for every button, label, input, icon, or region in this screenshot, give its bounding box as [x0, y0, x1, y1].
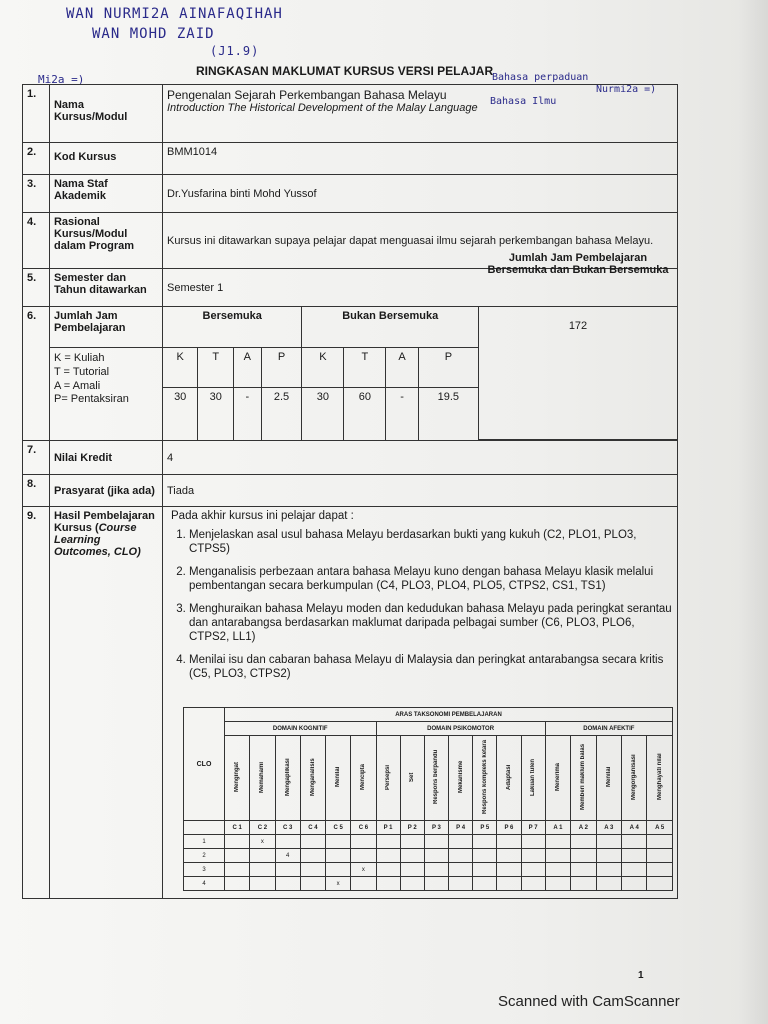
- row-clo: [23, 507, 678, 899]
- tax-mark-cell: [351, 877, 376, 891]
- row-label: Nilai Kredit: [49, 441, 162, 475]
- handwritten-class-code: (J1.9): [210, 44, 260, 58]
- tax-mark-cell: [596, 835, 621, 849]
- clo-label-part1: Hasil Pembelajaran Kursus (: [53, 510, 155, 534]
- tax-level-label: Menilai: [605, 767, 612, 788]
- tax-level-cell: [225, 736, 250, 821]
- tax-mark-cell: [449, 835, 473, 849]
- tax-mark-cell: [521, 849, 545, 863]
- legend-tutorial: T = Tutorial: [53, 365, 110, 378]
- tax-mark-cell: [424, 849, 448, 863]
- tax-level-cell: [424, 736, 448, 821]
- tax-mark-cell: [545, 877, 570, 891]
- row-value: [163, 85, 678, 143]
- tax-mark-cell: [497, 863, 521, 877]
- tax-level-label: Menerima: [554, 763, 561, 792]
- row-credit: [23, 441, 678, 475]
- tax-clo-number: 4: [184, 877, 225, 891]
- row-number: 7.: [23, 441, 50, 475]
- tax-code-cell: C 1: [225, 821, 250, 835]
- tax-code-cell: P 2: [400, 821, 424, 835]
- clo-item: 3. Menghuraikan bahasa Melayu moden dan kedudukan bahasa Melayu pada peringkat serantau dan antarabangsa berdasarkan maklumat daripada pelbagai sumber (C6, PLO3, PLO6, CTPS2, LL1): [189, 602, 673, 645]
- hours-value-cell: 30: [163, 388, 198, 440]
- tax-mark-cell: [275, 835, 300, 849]
- tax-mark-cell: [376, 877, 400, 891]
- clo-item: 1. Menjelaskan asal usul bahasa Melayu berdasarkan bukti yang kukuh (C2, PLO1, PLO3, CTPS5): [189, 528, 673, 557]
- tax-level-label: Menganalisis: [309, 758, 316, 797]
- clo-item: 4. Menilai isu dan cabaran bahasa Melayu di Malaysia dan peringkat antarabangsa secara kritis (C5, PLO3, CTPS2): [189, 653, 673, 682]
- tax-mark-cell: [521, 835, 545, 849]
- domain-psikomotor: DOMAIN PSIKOMOTOR: [376, 722, 545, 736]
- tax-mark-cell: [225, 877, 250, 891]
- tax-clo-row: [184, 835, 673, 849]
- tax-mark-cell: [647, 849, 673, 863]
- legend-pentaksiran: P= Pentaksiran: [53, 393, 129, 406]
- row-value: Semester 1: [163, 269, 678, 307]
- tax-level-label: Memahami: [259, 761, 266, 793]
- tax-mark-cell: x: [250, 835, 275, 849]
- tax-mark-cell: [300, 863, 325, 877]
- row-number: 2.: [23, 143, 50, 175]
- tax-level-cell: [545, 736, 570, 821]
- tax-mark-cell: [225, 863, 250, 877]
- tax-mark-cell: [275, 863, 300, 877]
- tax-code-cell: C 5: [326, 821, 351, 835]
- hours-value-cell: -: [234, 388, 261, 440]
- tax-mark-cell: [622, 877, 647, 891]
- scan-shadow-edge: [738, 0, 768, 1024]
- tax-clo-row: [184, 877, 673, 891]
- handwritten-note-name: Nurmi2a =): [596, 84, 657, 95]
- clo-intro: Pada akhir kursus ini pelajar dapat :: [171, 510, 354, 522]
- tax-code-cell: P 5: [473, 821, 497, 835]
- tax-level-cell: [473, 736, 497, 821]
- tax-mark-cell: [326, 849, 351, 863]
- tax-clo-number: 1: [184, 835, 225, 849]
- row-course-code: [23, 143, 678, 175]
- tax-mark-cell: [424, 835, 448, 849]
- letter-cell: A: [386, 348, 418, 388]
- row-academic-staff: [23, 175, 678, 213]
- tax-mark-cell: [647, 835, 673, 849]
- tax-mark-cell: [545, 835, 570, 849]
- tax-mark-cell: [497, 877, 521, 891]
- letter-cell: P: [261, 348, 302, 388]
- tax-mark-cell: [225, 849, 250, 863]
- hours-value-cell: 30: [302, 388, 344, 440]
- legend-kuliah: K = Kuliah: [53, 352, 105, 364]
- tax-mark-cell: [400, 863, 424, 877]
- tax-code-cell: P 6: [497, 821, 521, 835]
- handwritten-note-left: Mi2a =): [38, 73, 85, 86]
- document-title: RINGKASAN MAKLUMAT KURSUS VERSI PELAJAR: [196, 64, 494, 78]
- tax-level-cell: [275, 736, 300, 821]
- row-value: Tiada: [163, 475, 678, 507]
- tax-mark-cell: [449, 863, 473, 877]
- tax-mark-cell: [275, 877, 300, 891]
- tax-mark-cell: [622, 835, 647, 849]
- letter-cell: T: [198, 348, 234, 388]
- tax-mark-cell: [400, 835, 424, 849]
- tax-mark-cell: [497, 835, 521, 849]
- tax-mark-cell: [571, 863, 596, 877]
- tax-mark-cell: [647, 877, 673, 891]
- tax-clo-row: [184, 849, 673, 863]
- tax-mark-cell: [351, 849, 376, 863]
- handwritten-note-bahasa-ilmu: Bahasa Ilmu: [490, 96, 557, 107]
- tax-code-cell: P 3: [424, 821, 448, 835]
- taxonomy-table: [183, 707, 673, 891]
- tax-mark-cell: [497, 849, 521, 863]
- tax-mark-cell: [622, 863, 647, 877]
- hours-legend: [50, 348, 162, 411]
- legend-amali: A = Amali: [53, 379, 101, 392]
- tax-code-cell: P 1: [376, 821, 400, 835]
- tax-level-cell: [376, 736, 400, 821]
- tax-mark-cell: x: [326, 877, 351, 891]
- tax-level-cell: [250, 736, 275, 821]
- hours-value-cell: -: [386, 388, 418, 440]
- row-value: Dr.Yusfarina binti Mohd Yussof: [163, 175, 678, 213]
- tax-clo-number: 3: [184, 863, 225, 877]
- letter-cell: K: [302, 348, 344, 388]
- tax-mark-cell: [521, 863, 545, 877]
- row-number: 1.: [23, 85, 50, 143]
- clo-label-part2: Course Learning Outcomes, CLO): [53, 522, 141, 558]
- tax-code-cell: A 1: [545, 821, 570, 835]
- domain-afektif: DOMAIN AFEKTIF: [545, 722, 672, 736]
- tax-code-cell: C 4: [300, 821, 325, 835]
- tax-mark-cell: 4: [275, 849, 300, 863]
- tax-level-cell: [596, 736, 621, 821]
- course-name-malay: Pengenalan Sejarah Perkembangan Bahasa Melayu: [167, 88, 447, 102]
- tax-mark-cell: [596, 849, 621, 863]
- tax-mark-cell: [473, 835, 497, 849]
- camscanner-footer: Scanned with CamScanner: [498, 993, 680, 1010]
- clo-item: 2. Menganalisis perbezaan antara bahasa Melayu kuno dengan bahasa Melayu klasik melalui pembentangan secara berkumpulan (C4, PLO3, PLO4, PLO5, CTPS2, CS1, TS1): [189, 565, 673, 594]
- tax-level-cell: [622, 736, 647, 821]
- tax-mark-cell: [596, 877, 621, 891]
- handwritten-name-line1: WAN NURMI2A AINAFAQIHAH: [66, 6, 283, 22]
- tax-level-label: Mekanisme: [457, 761, 464, 794]
- tax-mark-cell: [545, 849, 570, 863]
- tax-level-cell: [497, 736, 521, 821]
- hours-value-cell: 2.5: [261, 388, 302, 440]
- tax-code-cell: C 6: [351, 821, 376, 835]
- tax-mark-cell: [300, 849, 325, 863]
- row-number: 3.: [23, 175, 50, 213]
- tax-mark-cell: [300, 877, 325, 891]
- tax-mark-cell: [424, 877, 448, 891]
- letter-cell: T: [344, 348, 386, 388]
- tax-mark-cell: [571, 877, 596, 891]
- tax-code-blank: [184, 821, 225, 835]
- tax-mark-cell: x: [351, 863, 376, 877]
- tax-mark-cell: [400, 877, 424, 891]
- tax-level-cell: [521, 736, 545, 821]
- tax-mark-cell: [622, 849, 647, 863]
- tax-mark-cell: [545, 863, 570, 877]
- tax-code-cell: C 3: [275, 821, 300, 835]
- row-label: [49, 507, 162, 899]
- tax-mark-cell: [326, 863, 351, 877]
- row-number: 8.: [23, 475, 50, 507]
- tax-mark-cell: [225, 835, 250, 849]
- jumlah-jam-label: Jumlah Jam Pembelajaran Bersemuka dan Bukan Bersemuka: [487, 252, 669, 276]
- handwritten-note-bahasa-perpaduan: Bahasa perpaduan: [492, 72, 589, 83]
- tax-level-label: Respons berpandu: [433, 750, 440, 805]
- row-value: BMM1014: [163, 143, 678, 175]
- tax-mark-cell: [449, 849, 473, 863]
- tax-level-cell: [571, 736, 596, 821]
- tax-clo-number: 2: [184, 849, 225, 863]
- tax-level-cell: [351, 736, 376, 821]
- tax-level-label: Persepsi: [385, 764, 392, 790]
- tax-level-label: Set: [409, 772, 416, 783]
- tax-mark-cell: [326, 835, 351, 849]
- tax-code-cell: C 2: [250, 821, 275, 835]
- course-info-table: [22, 84, 678, 899]
- row-prerequisite: [23, 475, 678, 507]
- tax-mark-cell: [571, 835, 596, 849]
- domain-kognitif: DOMAIN KOGNITIF: [225, 722, 377, 736]
- row-value: 4: [163, 441, 678, 475]
- page-number: 1: [638, 970, 644, 981]
- hours-value-cell: 19.5: [418, 388, 478, 440]
- tax-level-cell: [326, 736, 351, 821]
- row-label: Kod Kursus: [49, 143, 162, 175]
- tax-mark-cell: [424, 863, 448, 877]
- tax-mark-cell: [376, 835, 400, 849]
- row-value: Kursus ini ditawarkan supaya pelajar dapat menguasai ilmu sejarah perkembangan bahasa Melayu.: [163, 213, 678, 269]
- tax-mark-cell: [250, 877, 275, 891]
- letter-cell: K: [163, 348, 198, 388]
- header-bukan-bersemuka: Bukan Bersemuka: [302, 307, 479, 348]
- row-label: Semester dan Tahun ditawarkan: [49, 269, 162, 307]
- learning-hours-label: Jumlah Jam Pembelajaran: [50, 307, 162, 348]
- tax-mark-cell: [473, 863, 497, 877]
- tax-title: ARAS TAKSONOMI PEMBELAJARAN: [225, 708, 673, 722]
- tax-mark-cell: [473, 849, 497, 863]
- header-bersemuka: Bersemuka: [163, 307, 302, 348]
- tax-clo-header: CLO: [184, 708, 225, 821]
- tax-code-cell: P 7: [521, 821, 545, 835]
- tax-mark-cell: [596, 863, 621, 877]
- tax-mark-cell: [400, 849, 424, 863]
- row-number: 5.: [23, 269, 50, 307]
- row-number: 6.: [23, 307, 50, 441]
- tax-level-cell: [647, 736, 673, 821]
- tax-mark-cell: [250, 849, 275, 863]
- tax-mark-cell: [300, 835, 325, 849]
- hours-value-cell: 30: [198, 388, 234, 440]
- tax-level-cell: [400, 736, 424, 821]
- tax-level-cell: [300, 736, 325, 821]
- row-number: 9.: [23, 507, 50, 899]
- clo-list: [171, 528, 673, 681]
- total-hours: 172: [568, 320, 588, 332]
- tax-level-label: Menghayati nilai: [656, 754, 663, 801]
- tax-mark-cell: [376, 849, 400, 863]
- tax-level-label: Mengingat: [234, 762, 241, 793]
- tax-code-cell: A 3: [596, 821, 621, 835]
- handwritten-name-line2: WAN MOHD ZAID: [92, 26, 215, 42]
- header-jumlah-jam: [479, 252, 678, 440]
- tax-level-label: Menilai: [335, 767, 342, 788]
- tax-mark-cell: [250, 863, 275, 877]
- tax-mark-cell: [521, 877, 545, 891]
- tax-level-cell: [449, 736, 473, 821]
- row-course-name: [23, 85, 678, 143]
- tax-mark-cell: [647, 863, 673, 877]
- tax-level-label: Adaptasi: [505, 764, 512, 791]
- row-number: 4.: [23, 213, 50, 269]
- tax-mark-cell: [351, 835, 376, 849]
- tax-level-label: Mencipta: [360, 764, 367, 791]
- tax-clo-row: [184, 863, 673, 877]
- tax-level-label: Mengaplikasi: [284, 758, 291, 797]
- tax-level-label: Mengorganisasi: [631, 754, 638, 801]
- tax-level-label: Lakuan tulen: [530, 758, 537, 796]
- row-label: [49, 307, 162, 441]
- hours-value-cell: 60: [344, 388, 386, 440]
- row-label: Nama Kursus/Modul: [49, 85, 162, 143]
- row-learning-hours: [23, 307, 678, 441]
- tax-level-label: Memberi maklum balas: [580, 744, 587, 811]
- tax-code-cell: A 4: [622, 821, 647, 835]
- tax-mark-cell: [473, 877, 497, 891]
- tax-code-cell: P 4: [449, 821, 473, 835]
- course-name-english: Introduction The Historical Development of the Malay Language: [167, 102, 478, 114]
- tax-mark-cell: [571, 849, 596, 863]
- row-label: Prasyarat (jika ada): [49, 475, 162, 507]
- letter-cell: A: [234, 348, 261, 388]
- tax-code-cell: A 5: [647, 821, 673, 835]
- tax-code-cell: A 2: [571, 821, 596, 835]
- tax-mark-cell: [376, 863, 400, 877]
- row-label: Rasional Kursus/Modul dalam Program: [49, 213, 162, 269]
- row-value: [163, 507, 678, 899]
- tax-level-label: Respons kompleks ketara: [481, 740, 488, 815]
- tax-mark-cell: [449, 877, 473, 891]
- letter-cell: P: [418, 348, 478, 388]
- row-label: Nama Staf Akademik: [49, 175, 162, 213]
